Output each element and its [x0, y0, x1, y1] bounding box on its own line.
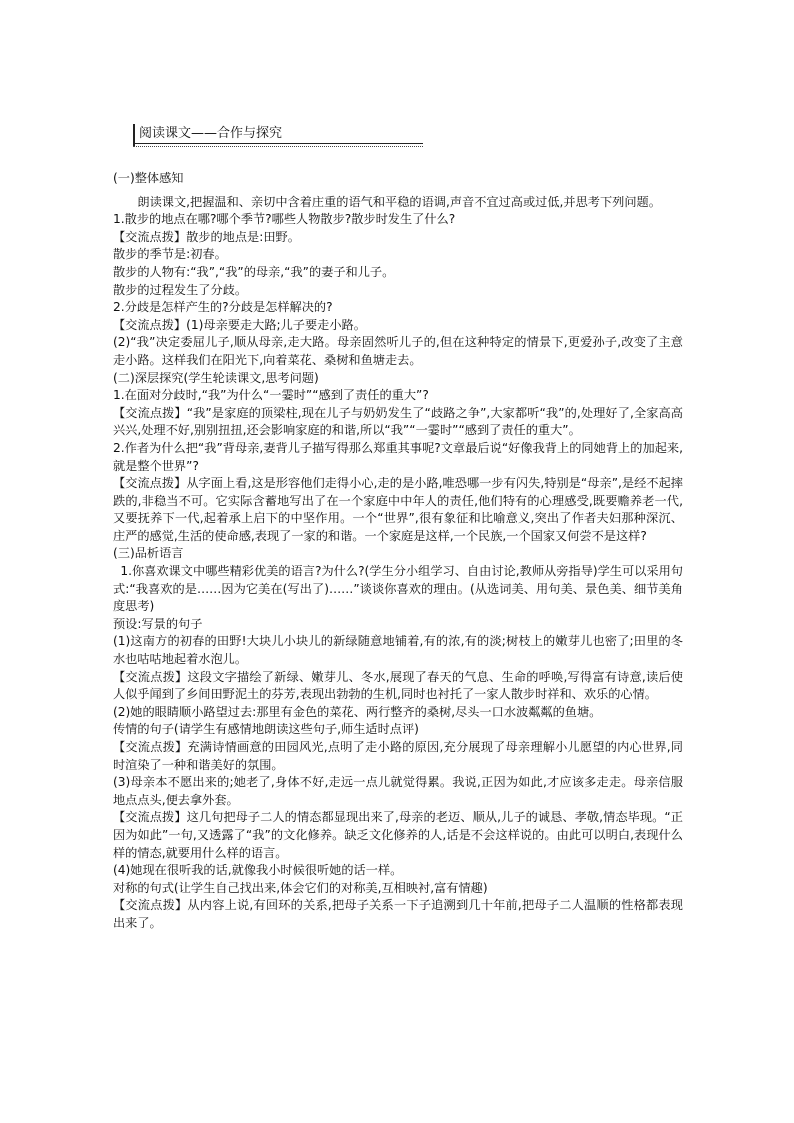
paragraph: 【交流点拨】“我”是家庭的顶梁柱,现在儿子与奶奶发生了“歧路之争”,大家都听“我”的,处理好了,全家高高兴兴,处理不好,别别扭扭,还会影响家庭的和谐,所以“我”“一霎时”“感到了责任的重大”。	[113, 405, 683, 438]
header-underline	[133, 143, 423, 144]
section-title: 阅读课文——合作与探究	[139, 126, 283, 141]
paragraph: 【交流点拨】散步的地点是:田野。	[113, 229, 300, 244]
paragraph: 1.在面对分歧时,“我”为什么“一霎时”“感到了责任的重大”?	[113, 388, 429, 403]
paragraph: 【交流点拨】充满诗情画意的田园风光,点明了走小路的原因,充分展现了母亲理解小儿愿望的内心世界,同时渲染了一种和谐美好的氛围。	[113, 740, 683, 772]
paragraph: 1.你喜欢课文中哪些精彩优美的语言?为什么?(学生分小组学习、自由讨论,教师从旁指导)学生可以采用句式:“我喜欢的是……因为它美在(写出了)……”谈谈你喜欢的理由。(从选词美、用句美、景色美、细节美角度思考)	[113, 564, 683, 614]
paragraph: (2)她的眼睛顺小路望过去:那里有金色的菜花、两行整齐的桑树,尽头一口水波粼粼的鱼塘。	[113, 704, 602, 719]
document-body	[113, 170, 683, 933]
paragraph: 1.散步的地点在哪?哪个季节?哪些人物散步?散步时发生了什么?	[113, 212, 456, 227]
paragraph: 散步的季节是:初春。	[113, 247, 227, 262]
header-dotted-line	[133, 146, 423, 147]
section-header	[133, 124, 423, 148]
paragraph: 【交流点拨】(1)母亲要走大路;儿子要走小路。	[113, 317, 366, 332]
paragraph: (三)品析语言	[113, 546, 184, 561]
paragraph: (一)整体感知	[113, 171, 184, 185]
paragraph: 对称的句式(让学生自己找出来,体会它们的对称美,互相映衬,富有情趣)	[113, 880, 488, 895]
paragraph: 预设:写景的句子	[113, 616, 203, 631]
paragraph: 散步的人物有:“我”,“我”的母亲,“我”的妻子和儿子。	[113, 264, 395, 279]
paragraph: 2.分歧是怎样产生的?分歧是怎样解决的?	[113, 300, 333, 315]
paragraph: 传情的句子(请学生有感情地朗读这些句子,师生适时点评)	[113, 722, 419, 737]
paragraph: 2.作者为什么把“我”背母亲,妻背儿子描写得那么郑重其事呢?文章最后说“好像我背上的同她背上的加起来,就是整个世界”?	[113, 440, 683, 473]
paragraph: 【交流点拨】从内容上说,有回环的关系,把母子关系一下子追溯到几十年前,把母子二人温顺的性格都表现出来了。	[113, 898, 683, 930]
paragraph: (3)母亲本不愿出来的;她老了,身体不好,走远一点儿就觉得累。我说,正因为如此,才应该多走走。母亲信服地点点头,便去拿外套。	[113, 775, 683, 807]
paragraph: (1)这南方的初春的田野!大块儿小块儿的新绿随意地铺着,有的浓,有的淡;树枝上的嫩芽儿也密了;田里的冬水也咕咕地起着水泡儿。	[113, 634, 683, 667]
paragraph: (二)深层探究(学生轮读课文,思考问题)	[113, 370, 319, 385]
paragraph: 朗读课文,把握温和、亲切中含着庄重的语气和平稳的语调,声音不宜过高或过低,并思考下列问题。	[137, 194, 661, 209]
paragraph: 【交流点拨】从字面上看,这是形容他们走得小心,走的是小路,唯恐哪一步有闪失,特别是“母亲”,是经不起摔跌的,非稳当不可。它实际含蓄地写出了在一个家庭中中年人的责任,他们特有的心理感受,既要赡养老一代,又要抚养下一代,起着承上启下的中坚作用。一个“世界”,很有象征和比喻意义,突出了作者夫妇那种深沉、庄严的感觉,生活的使命感,表现了一家的和谐。一个家庭是这样,一个民族,一个国家又何尝不是这样?	[113, 476, 683, 543]
paragraph: (4)她现在很听我的话,就像我小时候很听她的话一样。	[113, 863, 403, 878]
paragraph: 【交流点拨】这几句把母子二人的情态都显现出来了,母亲的老迈、顺从,儿子的诚恳、孝敬,情态毕现。“正因为如此”一句,又透露了“我”的文化修养。缺乏文化修养的人,话是不会这样说的。由此可以明白,表现什么样的情态,就要用什么样的语言。	[113, 810, 683, 860]
paragraph: 【交流点拨】这段文字描绘了新绿、嫩芽儿、冬水,展现了春天的气息、生命的呼唤,写得富有诗意,读后使人似乎闻到了乡间田野泥土的芬芳,表现出勃勃的生机,同时也衬托了一家人散步时祥和、欢乐的心情。	[113, 669, 683, 702]
paragraph: 散步的过程发生了分歧。	[113, 282, 248, 297]
paragraph: (2)“我”决定委屈儿子,顺从母亲,走大路。母亲固然听儿子的,但在这种特定的情景下,更爱孙子,改变了主意走小路。这样我们在阳光下,向着菜花、桑树和鱼塘走去。	[113, 335, 683, 367]
